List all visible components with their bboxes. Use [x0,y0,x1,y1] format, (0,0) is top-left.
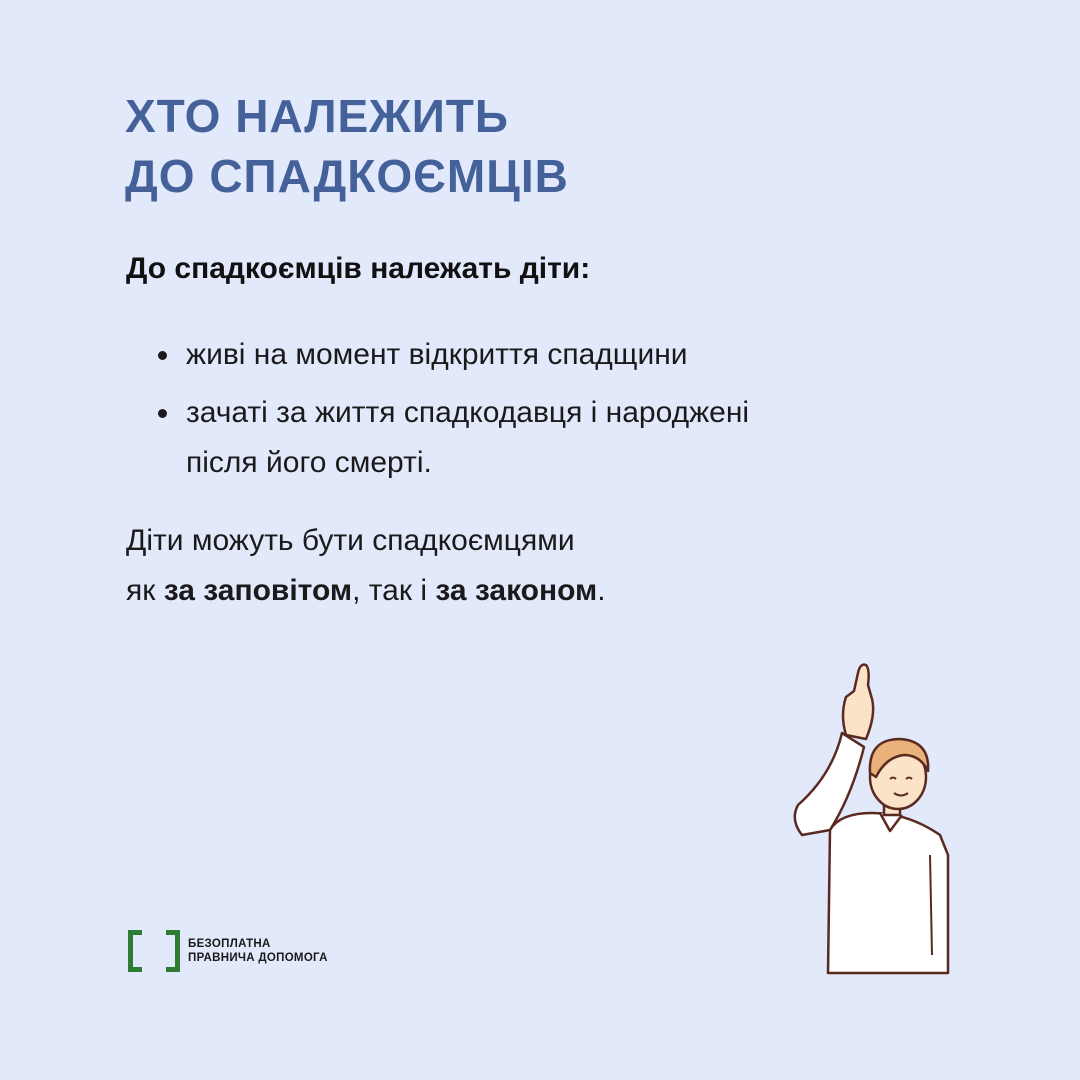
man-pointing-up-icon [780,655,960,975]
summary-suffix: . [597,574,606,607]
bullet-text: зачаті за життя спадкодавця і народжені [186,396,750,429]
bullet-icon [158,409,167,418]
logo-text [188,937,328,965]
bracket-logo-icon [128,930,180,972]
logo [128,930,328,972]
title-line-1: ХТО НАЛЕЖИТЬ [125,90,509,142]
summary-prefix: як [126,574,164,607]
summary-bold-will: за заповітом [163,574,353,607]
logo-line-1: БЕЗОПЛАТНА [188,938,271,950]
bullet-text-continued: після його смерті. [186,446,432,479]
lead-text: До спадкоємців належать діти: [126,252,591,285]
summary-bold-law: за законом [435,574,598,607]
bullet-icon [158,351,167,360]
summary-middle: , так і [352,574,436,607]
logo-line-2: ПРАВНИЧА ДОПОМОГА [188,952,328,964]
summary-paragraph [126,516,606,616]
title-line-2: ДО СПАДКОЄМЦІВ [125,150,569,202]
bullet-list [158,330,938,496]
bullet-text: живі на момент відкриття спадщини [186,338,688,371]
list-item [158,330,938,380]
list-item [158,388,938,488]
summary-line-1: Діти можуть бути спадкоємцями [126,524,575,557]
page-title [125,86,569,206]
